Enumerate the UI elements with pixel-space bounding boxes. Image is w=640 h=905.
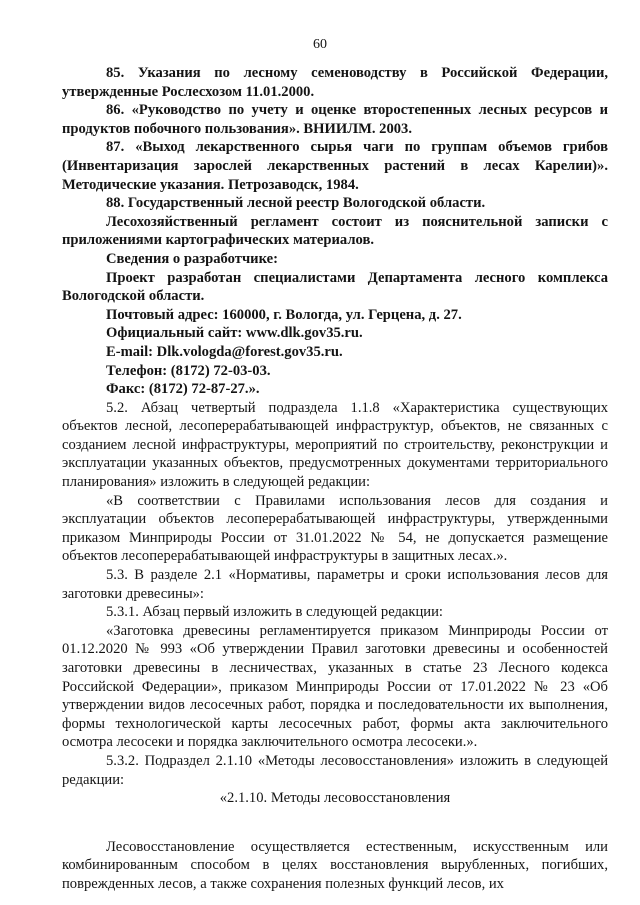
paragraph: 5.3.2. Подраздел 2.1.10 «Методы лесовосстановления» изложить в следующей редакции: — [62, 752, 608, 788]
paragraph: 5.2. Абзац четвертый подраздела 1.1.8 «Характеристика существующих объектов лесной, лесоперерабатывающей инфраструктур, объектов, не связанных с созданием лесной инфраструктуры, мероприятий по строительству, реконструкции и эксплуатации указанных объектов, предусмотренных документами территориального планирования» изложить в следующей редакции: — [62, 399, 608, 491]
paragraph: 86. «Руководство по учету и оценке второстепенных лесных ресурсов и продуктов побочного пользования». ВНИИЛМ. 2003. — [62, 102, 608, 137]
paragraph: Официальный сайт: www.dlk.gov35.ru. — [106, 325, 363, 342]
paragraph: Лесохозяйственный регламент состоит из пояснительной записки с приложениями картографических материалов. — [62, 213, 608, 249]
paragraph: Телефон: (8172) 72-03-03. — [106, 362, 271, 379]
page-number: 60 — [313, 37, 327, 52]
spacer — [62, 808, 608, 838]
paragraph: 88. Государственный лесной реестр Вологодской области. — [106, 195, 486, 212]
paragraph: Почтовый адрес: 160000, г. Вологда, ул. Герцена, д. 27. — [106, 306, 462, 323]
paragraph: «Заготовка древесины регламентируется приказом Минприроды России от 01.12.2020 № 993 «Об утверждении Правил заготовки древесины и особенностей заготовки древесины в лесничествах, указанных в статье 23 Лесного кодекса Российской Федерации», приказом Минприроды России от 17.01.2022 № 23 «Об утверждении видов лесосечных работ, порядка и последовательности их выполнения, формы технологической карты лесосечных работ, формы акта заключительного осмотра лесосеки и порядка заключительного осмотра лесосеки.». — [62, 622, 608, 751]
paragraph: Факс: (8172) 72-87-27.». — [106, 381, 260, 398]
paragraph: Сведения о разработчике: — [106, 250, 278, 267]
paragraph: 87. «Выход лекарственного сырья чаги по группам объемов грибов (Инвентаризация зарослей лекарственных растений в лесах Карелии)». Методические указания. Петрозаводск, 1984. — [62, 139, 608, 193]
section-heading: «2.1.10. Методы лесовосстановления — [219, 790, 451, 807]
paragraph: Проект разработан специалистами Департамента лесного комплекса Вологодской области. — [62, 269, 608, 305]
paragraph: E-mail: Dlk.vologda@forest.gov35.ru. — [106, 343, 343, 360]
paragraph: 5.3. В разделе 2.1 «Нормативы, параметры и сроки использования лесов для заготовки древесины»: — [62, 567, 608, 602]
paragraph: 5.3.1. Абзац первый изложить в следующей редакции: — [106, 604, 443, 621]
paragraph: «В соответствии с Правилами использования лесов для создания и эксплуатации объектов лесоперерабатывающей инфраструктуры, утвержденными приказом Минприроды России от 31.01.2022 № 54, не допускается размещение объектов лесоперерабатывающей инфраструктуры в защитных лесах.». — [62, 492, 608, 565]
paragraph: Лесовосстановление осуществляется естественным, искусственным или комбинированным способом в целях восстановления вырубленных, погибших, поврежденных лесов, а также сохранения полезных функций лесов, их — [62, 838, 608, 892]
document-body — [62, 64, 608, 894]
paragraph: 85. Указания по лесному семеноводству в Российской Федерации, утвержденные Рослесхозом 11.01.2000. — [62, 65, 608, 100]
